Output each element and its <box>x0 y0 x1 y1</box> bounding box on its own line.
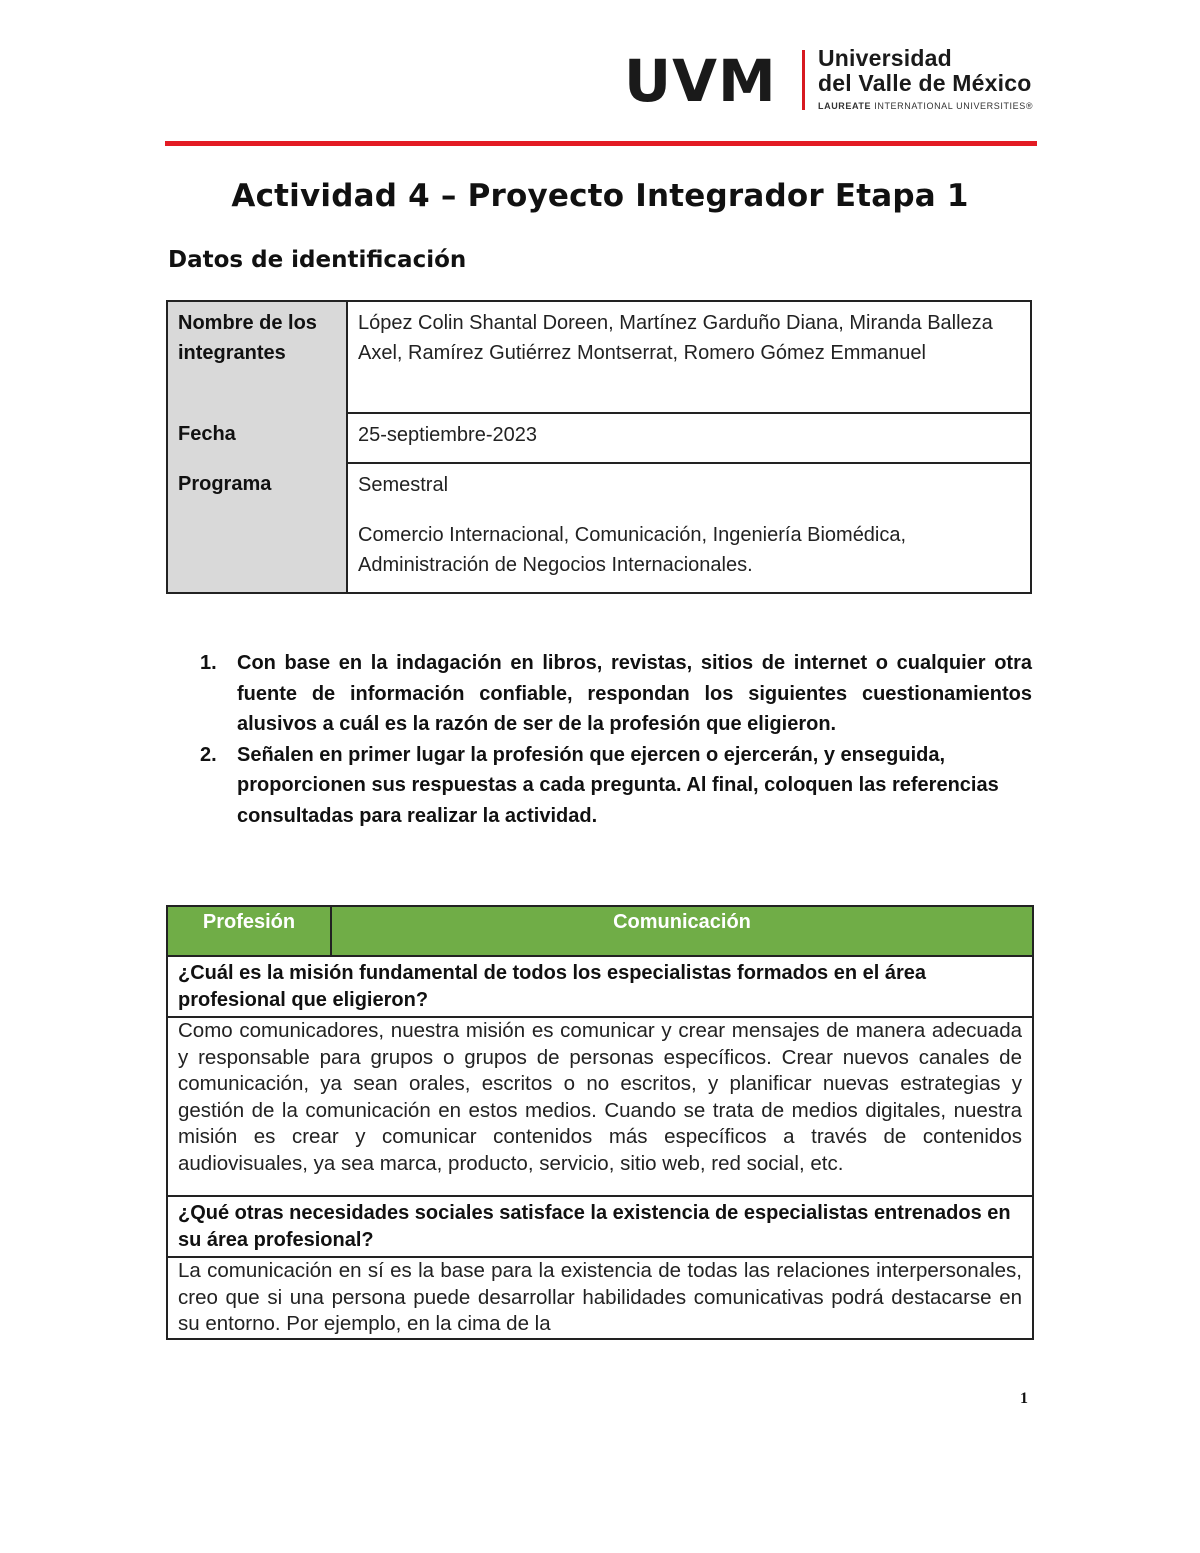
program-careers: Comercio Internacional, Comunicación, Ingeniería Biomédica, Administración de Negocios Internacionales. <box>358 524 907 576</box>
logo-line-1: Universidad <box>818 45 952 71</box>
instructions-list <box>196 648 1032 831</box>
logo-intl: INTERNATIONAL UNIVERSITIES® <box>871 101 1034 111</box>
question-row <box>167 956 1033 1017</box>
program-type: Semestral <box>358 474 449 496</box>
program-value <box>347 463 1031 593</box>
page-number: 1 <box>1020 1390 1028 1407</box>
identification-table <box>166 300 1032 594</box>
answer-row <box>167 1257 1033 1339</box>
instruction-item <box>196 648 1032 740</box>
program-row <box>167 463 1031 593</box>
program-label: Programa <box>167 463 347 593</box>
date-label: Fecha <box>167 413 347 463</box>
instruction-item <box>196 740 1032 832</box>
profession-header-row <box>167 906 1033 956</box>
logo-line-3 <box>818 101 1033 111</box>
question-row <box>167 1196 1033 1257</box>
question-1: ¿Cuál es la misión fundamental de todos los especialistas formados en el área profesional que eligieron? <box>167 956 1033 1017</box>
logo-mark: UVM <box>624 47 777 115</box>
document-title: Actividad 4 – Proyecto Integrador Etapa 1 <box>231 178 969 214</box>
instruction-number: 1. <box>200 652 217 674</box>
answer-2: La comunicación en sí es la base para la existencia de todas las relaciones interpersonales, creo que si una persona puede desarrollar habilidades comunicativas podrá destacarse en su entorno. Por ejemplo, en la cima de la <box>167 1257 1033 1339</box>
logo-wordmark <box>818 46 1033 111</box>
uvm-logo <box>624 46 1034 116</box>
members-value: López Colin Shantal Doreen, Martínez Garduño Diana, Miranda Balleza Axel, Ramírez Gutiérrez Montserrat, Romero Gómez Emmanuel <box>347 301 1031 413</box>
members-label: Nombre de los integrantes <box>167 301 347 413</box>
logo-divider <box>802 50 805 110</box>
members-row <box>167 301 1031 413</box>
profession-header-label: Profesión <box>167 906 331 956</box>
instruction-text: Señalen en primer lugar la profesión que ejercen o ejercerán, y enseguida, proporcionen sus respuestas a cada pregunta. Al final, coloquen las referencias consultadas para realizar la actividad. <box>237 743 999 827</box>
section-heading: Datos de identificación <box>168 247 467 273</box>
date-value: 25-septiembre-2023 <box>347 413 1031 463</box>
header-rule <box>165 141 1037 146</box>
profession-header-value: Comunicación <box>331 906 1033 956</box>
logo-laureate: LAUREATE <box>818 101 872 111</box>
date-row <box>167 413 1031 463</box>
question-2: ¿Qué otras necesidades sociales satisface la existencia de especialistas entrenados en su área profesional? <box>167 1196 1033 1257</box>
answer-1: Como comunicadores, nuestra misión es comunicar y crear mensajes de manera adecuada y responsable para grupos o grupos de personas específicos. Crear nuevos canales de comunicación, ya sean orales, escritos o no escritos, y planificar nuevas estrategias y gestión de la comunicación en estos medios. Cuando se trata de medios digitales, nuestra misión es crear y comunicar contenidos más específicos a través de contenidos audiovisuales, ya sea marca, producto, servicio, sitio web, red social, etc. <box>167 1017 1033 1196</box>
answer-row <box>167 1017 1033 1196</box>
logo-line-2: del Valle de México <box>818 70 1032 96</box>
profession-table <box>166 905 1034 1340</box>
instruction-text: Con base en la indagación en libros, revistas, sitios de internet o cualquier otra fuente de información confiable, respondan los siguientes cuestionamientos alusivos a cuál es la razón de ser de la profesión que eligieron. <box>237 652 1032 735</box>
instruction-number: 2. <box>200 743 217 766</box>
